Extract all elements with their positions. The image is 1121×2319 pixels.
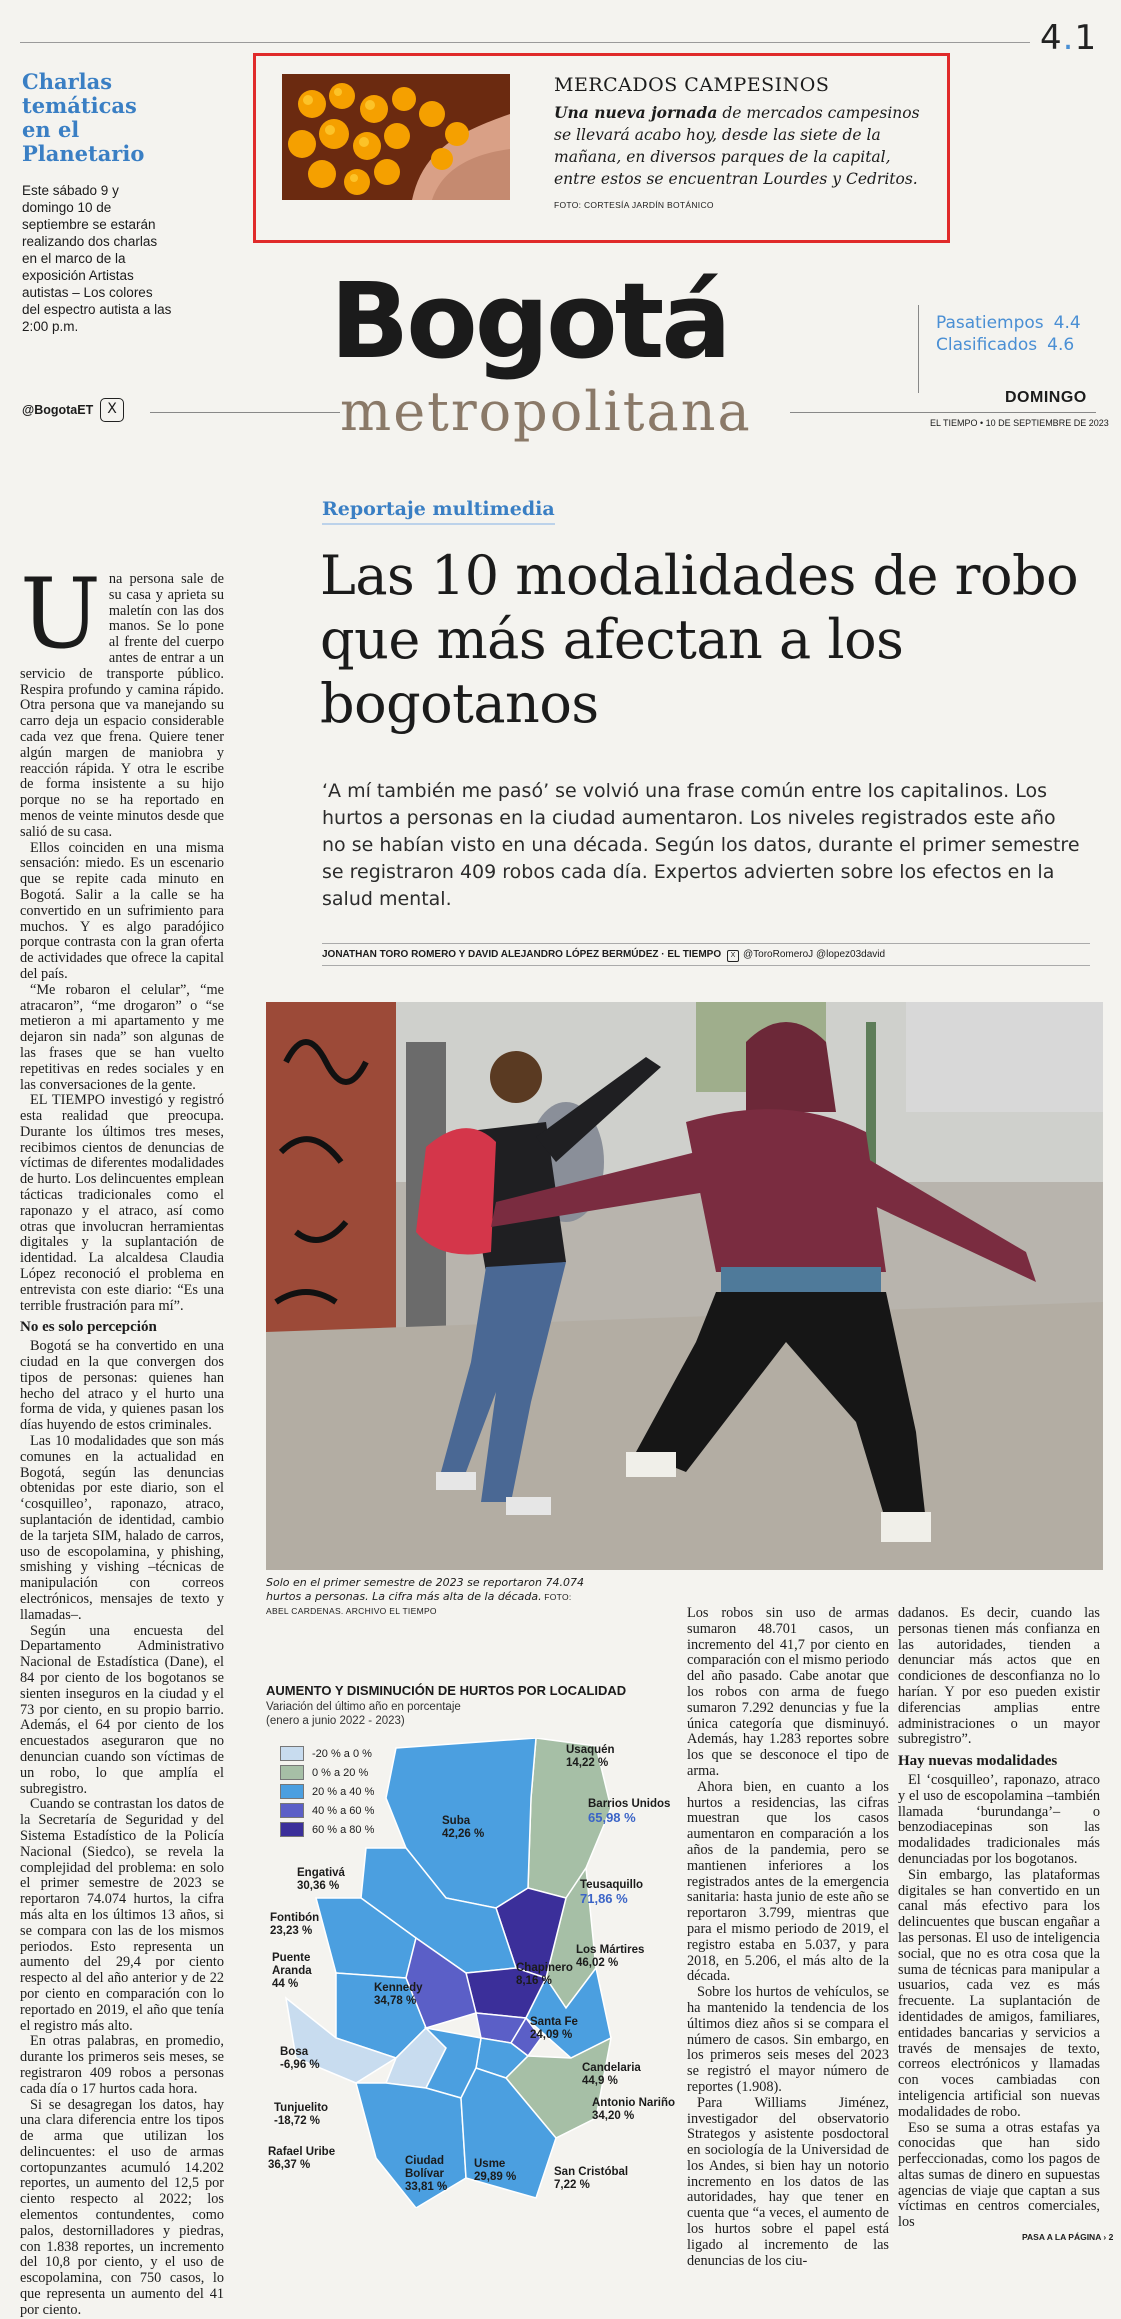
page-number: 4.1 xyxy=(1040,18,1098,58)
map-label-fontibon: Fontibón 23,23 % xyxy=(270,1912,320,1937)
subhead-nuevas-modalidades: Hay nuevas modalidades xyxy=(898,1753,1058,1770)
map-label-rafael-uribe: Rafael Uribe 36,37 % xyxy=(268,2146,336,2171)
dateline-date: EL TIEMPO • 10 DE SEPTIEMBRE DE 2023 xyxy=(930,418,1109,428)
map-title: AUMENTO Y DISMINUCIÓN DE HURTOS POR LOCALIDAD xyxy=(266,1683,627,1698)
legend-item: -20 % a 0 % xyxy=(280,1744,390,1763)
section-clasificados[interactable]: Clasificados 4.6 xyxy=(936,335,1075,355)
promo-title: MERCADOS CAMPESINOS xyxy=(554,74,830,96)
map-label-chapinero: Chapinero 8,16 % xyxy=(516,1962,573,1987)
sidebar-text: Este sábado 9 y domingo 10 de septiembre se estarán realizando dos charlas en el marco de la exposición Artistas autistas – Los colores del espectro autista a las 2:00 p.m. xyxy=(22,183,172,334)
masthead-rule-left xyxy=(150,412,340,413)
article-kicker: Reportaje multimedia xyxy=(322,498,555,525)
promo-bold: Una nueva jornada xyxy=(554,103,718,122)
map-subtitle: Variación del último año en porcentaje (enero a junio 2022 - 2023) xyxy=(266,1701,461,1727)
article-headline: Las 10 modalidades de robo que más afectan a los bogotanos xyxy=(320,544,1079,735)
map-label-santa-fe: Santa Fe 24,09 % xyxy=(530,2016,578,2041)
continued-link[interactable]: PASA A LA PÁGINA › 2 xyxy=(1022,2232,1114,2242)
drop-cap: U xyxy=(20,558,101,670)
sections-index xyxy=(936,312,1081,356)
map-label-engativa: Engativá 30,36 % xyxy=(297,1867,345,1892)
legend-item: 20 % a 40 % xyxy=(280,1782,390,1801)
article-byline: JONATHAN TORO ROMERO Y DAVID ALEJANDRO LÓPEZ BERMÚDEZ · EL TIEMPO X @ToroRomeroJ @lopez03david xyxy=(322,943,1090,966)
map-label-tunjuelito: Tunjuelito -18,72 % xyxy=(274,2102,329,2127)
map-label-puente-aranda: Puente Aranda 44 % xyxy=(272,1952,312,1990)
promo-text: MERCADOS CAMPESINOS Una nueva jornada de mercados campesinos se llevará acabo hoy, desde las siete de la mañana, en diversos parques de la capital, entre estos se encuentran Lourdes y Cedritos. FOTO: CORTESÍA JARDÍN BOTÁNICO xyxy=(554,74,934,216)
legend-swatch xyxy=(280,1746,304,1761)
x-small-icon: X xyxy=(727,950,739,962)
article-lede: ‘A mí también me pasó’ se volvió una frase común entre los capitalinos. Los hurtos a personas en la ciudad aumentaron. Los niveles registrados este año no se habían visto en una década. Según los datos, durante el primer semestre se registraron 409 robos cada día. Expertos advierten sobre los efectos en la salud mental. xyxy=(322,780,1080,910)
promo-image-oranges xyxy=(282,74,510,200)
legend-item: 60 % a 80 % xyxy=(280,1820,390,1839)
map-label-kennedy: Kennedy 34,78 % xyxy=(374,1982,423,2007)
map-label-teusaquillo: Teusaquillo 71,86 % xyxy=(580,1879,644,1906)
masthead-subtitle: metropolitana xyxy=(340,380,752,443)
article-column-1: U na persona sale de su casa y aprieta su maletín con las dos manos. Se lo pone al frente del cuerpo antes de entrar a un servicio de transporte público. Respira profundo y camina rápido. Otra persona que va manejando su carro deja un espacio considerable cada vez que frena. Quiere tener algún margen de maniobra y reacción rápida. Y otra le escribe de forma insistente a su hijo porque no se ha reportado en menos de veinte minutos desde que salió de su casa. Ellos coinciden en una misma sensación: miedo. Es un escenario que se repite cada minuto en Bogotá. Salir a la calle se ha convertido en un sufrimiento para muchos. Y es algo paradójico porque contrasta con la gran oferta de actividades que ofrece la capital del país. “Me robaron el celular”, “me atracaron”, “me drogaron” o “se metieron a mi apartamento y me dejaron sin nada” son algunas de las frases que se han vuelto repetitivas en redes sociales y en las conversaciones de la gente. EL TIEMPO investigó y registró esta realidad que preocupa. Durante los últimos tres meses, recibimos cientos de denuncias de víctimas de diferentes modalidades de hurto. Los delincuentes emplean tácticas tradicionales como el raponazo y el atraco, así como otras que involucran herramientas digitales y la suplantación de identidad. La alcaldesa Claudia López reconoció el problema en entrevista con este diario: “Es una terrible frustración para mí”. No es solo percepción Bogotá se ha convertido en una ciudad en la que convergen dos tipos de personas: quienes han hecho del atraco y el hurto una forma de vida, y quienes pasan los días huyendo de estos criminales. Las 10 modalidades que son más comunes en la actualidad en Bogotá, según las denuncias obtenidas por este diario, son el ‘cosquilleo’, raponazo, atraco, suplantación de identidad, cambio de la tarjeta SIM, halado de carros, uso de escopolamina, y phishing, smishing y vishing –técnicas de manipulación con correos electrónicos, mensajes de texto y llamadas–. Según una encuesta del Departamento Administrativo Nacional de Estadística (Dane), el 84 por ciento de los bogotanos se sienten inseguros en la ciudad y el 73 por ciento, en su propio barrio. Además, el 64 por ciento de los encuestados aseguraron que no denuncian cuando son víctimas de un robo, lo que amplía el subregistro. Cuando se contrastan los datos de la Secretaría de Seguridad y del Sistema Estadístico de la Policía Nacional (Siedco), se revela la complejidad del problema: en solo el primer semestre de 2023 se reportaron 74.074 hurtos, la cifra más alta en los últimos 13 años, si se compara con las de los mismos periodos. Esto representa un aumento del 29,4 por ciento respecto al del año anterior y de 22 por ciento en comparación con lo reportado en 2019, el año que tenía el registro más alto. En otras palabras, en promedio, durante los primeros seis meses, se registraron 409 robos a personas cada día o 17 hurtos cada hora. Si se desagregan los datos, hay una clara diferencia entre los tipos de arma que utilizan los delincuentes: el uso de armas cortopunzantes acumuló 14.202 reportes, un aumento del 12,5 por ciento respecto al 2022; los elementos contundentes, como palos, destornilladores y piedras, con 1.838 reportes, un incremento del 10,8 por ciento, y el uso de escopolamina, con 750 casos, lo que representa un aumento del 41 por ciento. xyxy=(20,558,224,2318)
masthead-title: Bogotá xyxy=(330,260,729,382)
map-label-barrios-unidos: Barrios Unidos 65,98 % xyxy=(588,1798,671,1825)
photo-caption: Solo en el primer semestre de 2023 se reportaron 74.074 hurtos a personas. La cifra más alta de la década. FOTO: ABEL CARDENAS. ARCHIVO EL TIEMPO xyxy=(266,1576,584,1616)
masthead-rule-right xyxy=(790,412,1096,413)
section-pasatiempos[interactable]: Pasatiempos 4.4 xyxy=(936,313,1081,333)
byline-social[interactable]: X @ToroRomeroJ @lopez03david xyxy=(727,949,885,962)
map-label-usaquen: Usaquén 14,22 % xyxy=(566,1744,615,1769)
map-label-antonio-narino: Antonio Nariño 34,20 % xyxy=(592,2097,676,2122)
sidebar-title: Charlas temáticas en el Planetario xyxy=(22,69,145,166)
map-label-ciudad-bolivar: Ciudad Bolívar 33,81 % xyxy=(405,2155,448,2193)
article-photo xyxy=(266,1002,1103,1570)
map-label-san-cristobal: San Cristóbal 7,22 % xyxy=(554,2166,629,2191)
map-label-usme: Usme 29,89 % xyxy=(474,2158,517,2183)
sidebar-planetario xyxy=(22,70,172,335)
map-label-los-martires: Los Mártires 46,02 % xyxy=(576,1944,645,1969)
legend-swatch xyxy=(280,1822,304,1837)
twitter-handle[interactable]: @BogotaET xyxy=(22,403,94,417)
map-legend xyxy=(280,1744,390,1839)
legend-swatch xyxy=(280,1784,304,1799)
sections-divider xyxy=(918,305,919,393)
dateline-day: DOMINGO xyxy=(1005,389,1087,406)
legend-swatch xyxy=(280,1803,304,1818)
map-label-bosa: Bosa -6,96 % xyxy=(280,2046,320,2071)
legend-item: 0 % a 20 % xyxy=(280,1763,390,1782)
top-rule xyxy=(20,42,1030,43)
article-column-3: dadanos. Es decir, cuando las personas tienen más confianza en las autoridades, tienden a denunciar más actos que en condiciones de desconfianza no lo harían. Y por eso pueden existir diferencias amplias entre administraciones o un mayor subregistro”. Hay nuevas modalidades El ‘cosquilleo’, raponazo, atraco y el uso de escopolamina –también llamada ‘burundanga’– o benzodiacepinas son las modalidades tradicionales más denunciadas por los bogotanos. Sin embargo, las plataformas digitales se han convertido en un canal más efectivo para los delincuentes que buscan engañar a las personas. El uso de inteligencia social, que no es otra cosa que la suma de técnicas para manipular a usuarios, cada vez es más frecuente. La suplantación de identidades de amigos, familiares, entidades bancarias y servicios a través de mensajes de texto, correos electrónicos y llamadas con voces cambiadas con inteligencia artificial son nuevas modalidades de robo. Eso se suma a otras estafas ya conocidas que han sido perfeccionadas, como los pagos de altas sumas de dinero en supuestas agencias de viaje que captan a sus víctimas en centros comerciales, los xyxy=(898,1605,1100,2231)
map-label-candelaria: Candelaria 44,9 % xyxy=(582,2062,641,2087)
x-logo-icon[interactable]: X xyxy=(100,398,124,422)
promo-mercados-campesinos[interactable] xyxy=(253,53,950,243)
article-column-2: Los robos sin uso de armas sumaron 48.701 casos, un incremento del 41,7 por ciento en comparación con el mismo periodo del año pasado. Cabe anotar que los robos con arma de fuego sumaron 7.292 denuncias y fue la única categoría que disminuyó. Además, hay 1.283 reportes sobre los que se desconoce el tipo de arma. Ahora bien, en cuanto a los hurtos a residencias, las cifras muestran que los casos aumentaron en comparación a los años de la pandemia, pero se mantienen inferiores a los registrados antes de la emergencia sanitaria: hasta junio de este año se reportaron 3.799, mientras que para el mismo periodo de 2019, el registro estaba en 5.037, y para 2018, en 5.206, el más alto de la década. Sobre los hurtos de vehículos, se ha mantenido la tendencia de los últimos diez años si se compara el número de casos. Sin embargo, en los primeros seis meses del 2023 se registró el mayor número de reportes (1.908). Para Williams Jiménez, investigador del observatorio Strategos y asistente posdoctoral en sociología de la Universidad de los Andes, si bien hay un notorio incremento en los datos de las autoridades, hay que tener en cuenta que “a veces, el aumento de los hurtos sobre el papel está ligado al incremento de las denuncias de los ciu- xyxy=(687,1605,889,2269)
legend-swatch xyxy=(280,1765,304,1780)
legend-item: 40 % a 60 % xyxy=(280,1801,390,1820)
map-label-suba: Suba 42,26 % xyxy=(442,1815,485,1840)
subhead-percepcion: No es solo percepción xyxy=(20,1319,157,1336)
